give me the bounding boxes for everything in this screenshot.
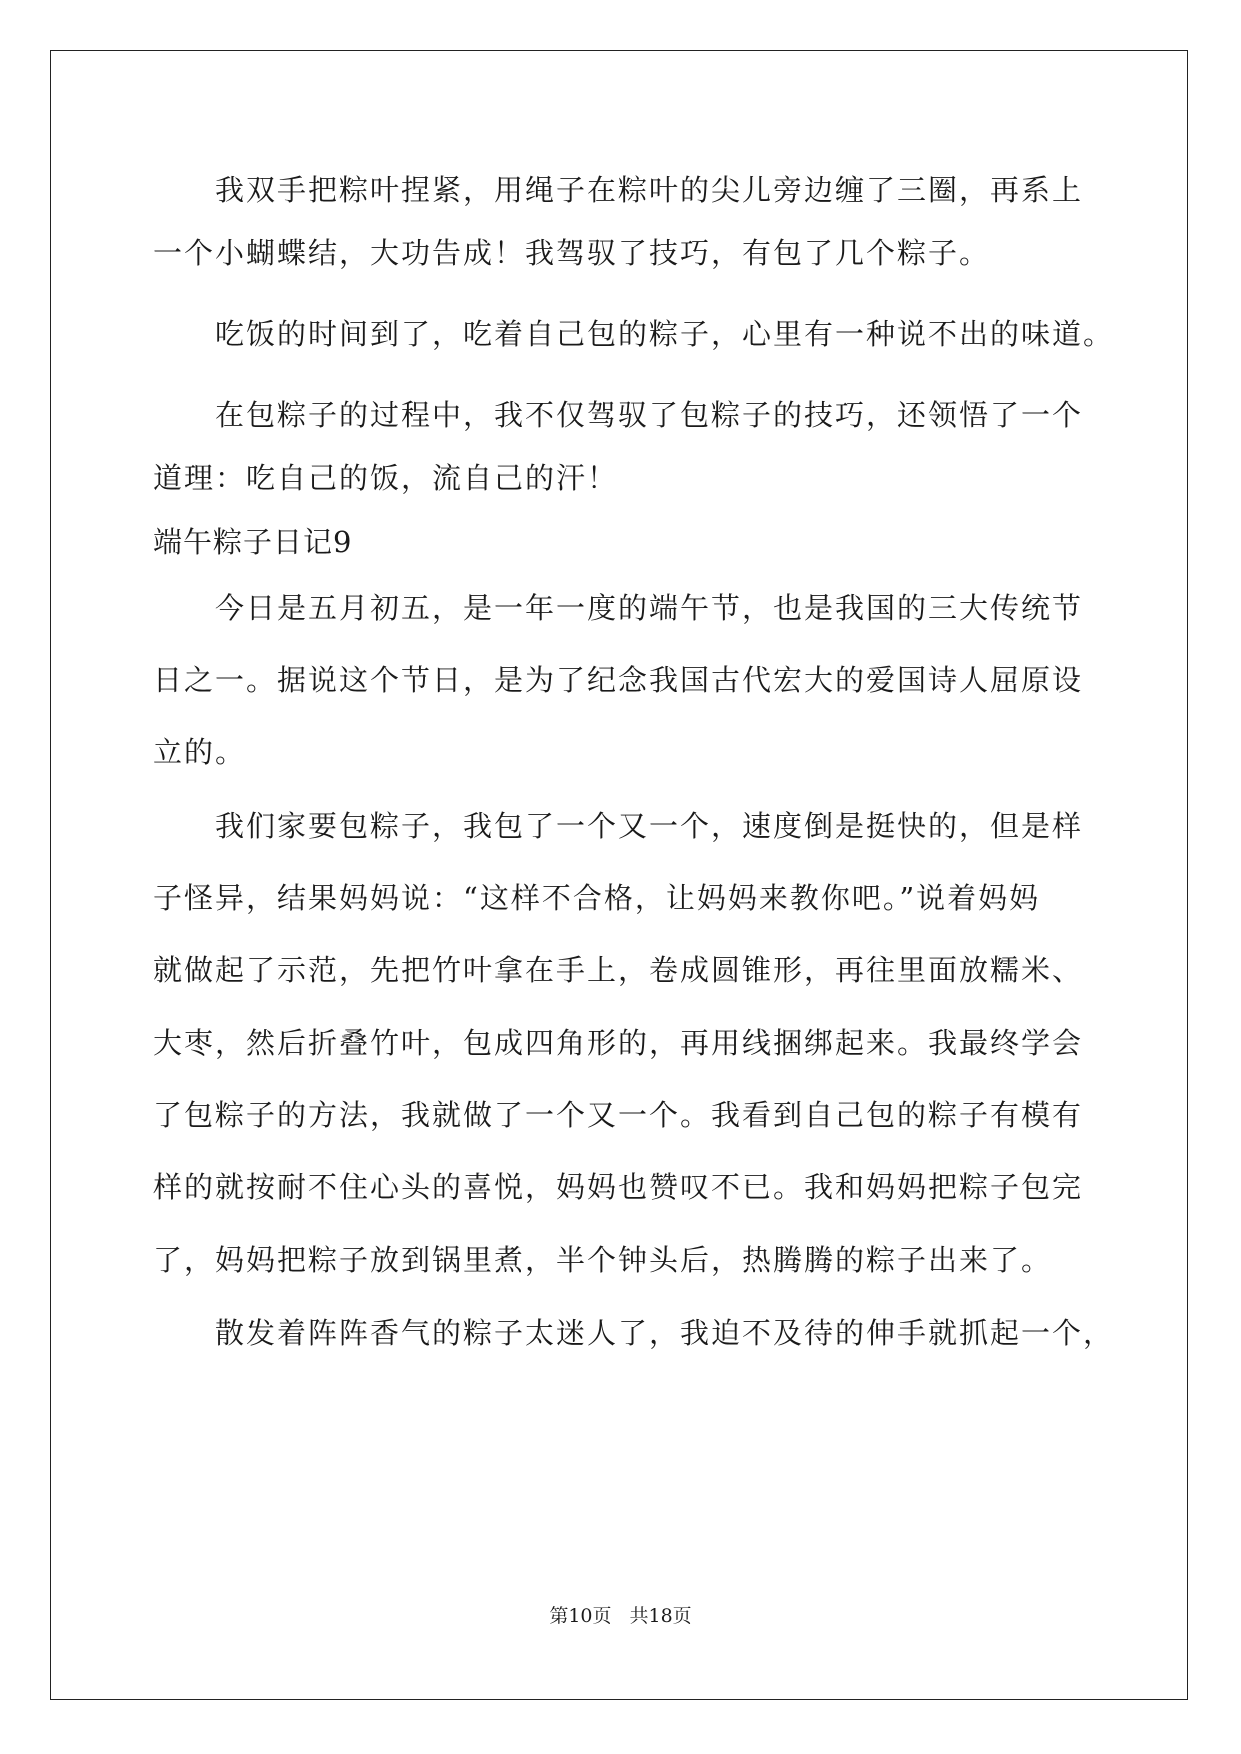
paragraph-line: 我双手把粽叶捏紧，用绳子在粽叶的尖儿旁边缠了三圈，再系上	[215, 173, 1084, 207]
paragraph-line: 今日是五月初五，是一年一度的端午节，也是我国的三大传统节	[215, 591, 1084, 625]
page-total: 共18页	[629, 1605, 692, 1627]
page-border	[50, 50, 1188, 1700]
paragraph-line: 立的。	[153, 735, 247, 769]
paragraph-line: 就做起了示范，先把竹叶拿在手上，卷成圆锥形，再往里面放糯米、	[153, 953, 1084, 987]
paragraph-line: 子怪异，结果妈妈说：“这样不合格，让妈妈来教你吧。”说着妈妈	[153, 881, 1041, 915]
paragraph-line: 散发着阵阵香气的粽子太迷人了，我迫不及待的伸手就抓起一个，	[215, 1316, 1115, 1350]
paragraph-line: 一个小蝴蝶结，大功告成！我驾驭了技巧，有包了几个粽子。	[153, 236, 991, 270]
paragraph-line: 了包粽子的方法，我就做了一个又一个。我看到自己包的粽子有模有	[153, 1098, 1084, 1132]
paragraph-line: 样的就按耐不住心头的喜悦，妈妈也赞叹不已。我和妈妈把粽子包完	[153, 1170, 1084, 1204]
paragraph-line: 吃饭的时间到了，吃着自己包的粽子，心里有一种说不出的味道。	[215, 317, 1115, 351]
paragraph-line: 了，妈妈把粽子放到锅里煮，半个钟头后，热腾腾的粽子出来了。	[153, 1243, 1053, 1277]
paragraph-line: 在包粽子的过程中，我不仅驾驭了包粽子的技巧，还领悟了一个	[215, 398, 1084, 432]
section-heading: 端午粽子日记9	[153, 525, 353, 559]
page-number: 第10页	[549, 1605, 612, 1627]
paragraph-line: 我们家要包粽子，我包了一个又一个，速度倒是挺快的，但是样	[215, 809, 1084, 843]
paragraph-line: 大枣，然后折叠竹叶，包成四角形的，再用线捆绑起来。我最终学会	[153, 1026, 1084, 1060]
page-footer	[0, 1604, 1241, 1628]
paragraph-line: 日之一。据说这个节日，是为了纪念我国古代宏大的爱国诗人屈原设	[153, 663, 1084, 697]
paragraph-line: 道理：吃自己的饭，流自己的汗！	[153, 461, 619, 495]
